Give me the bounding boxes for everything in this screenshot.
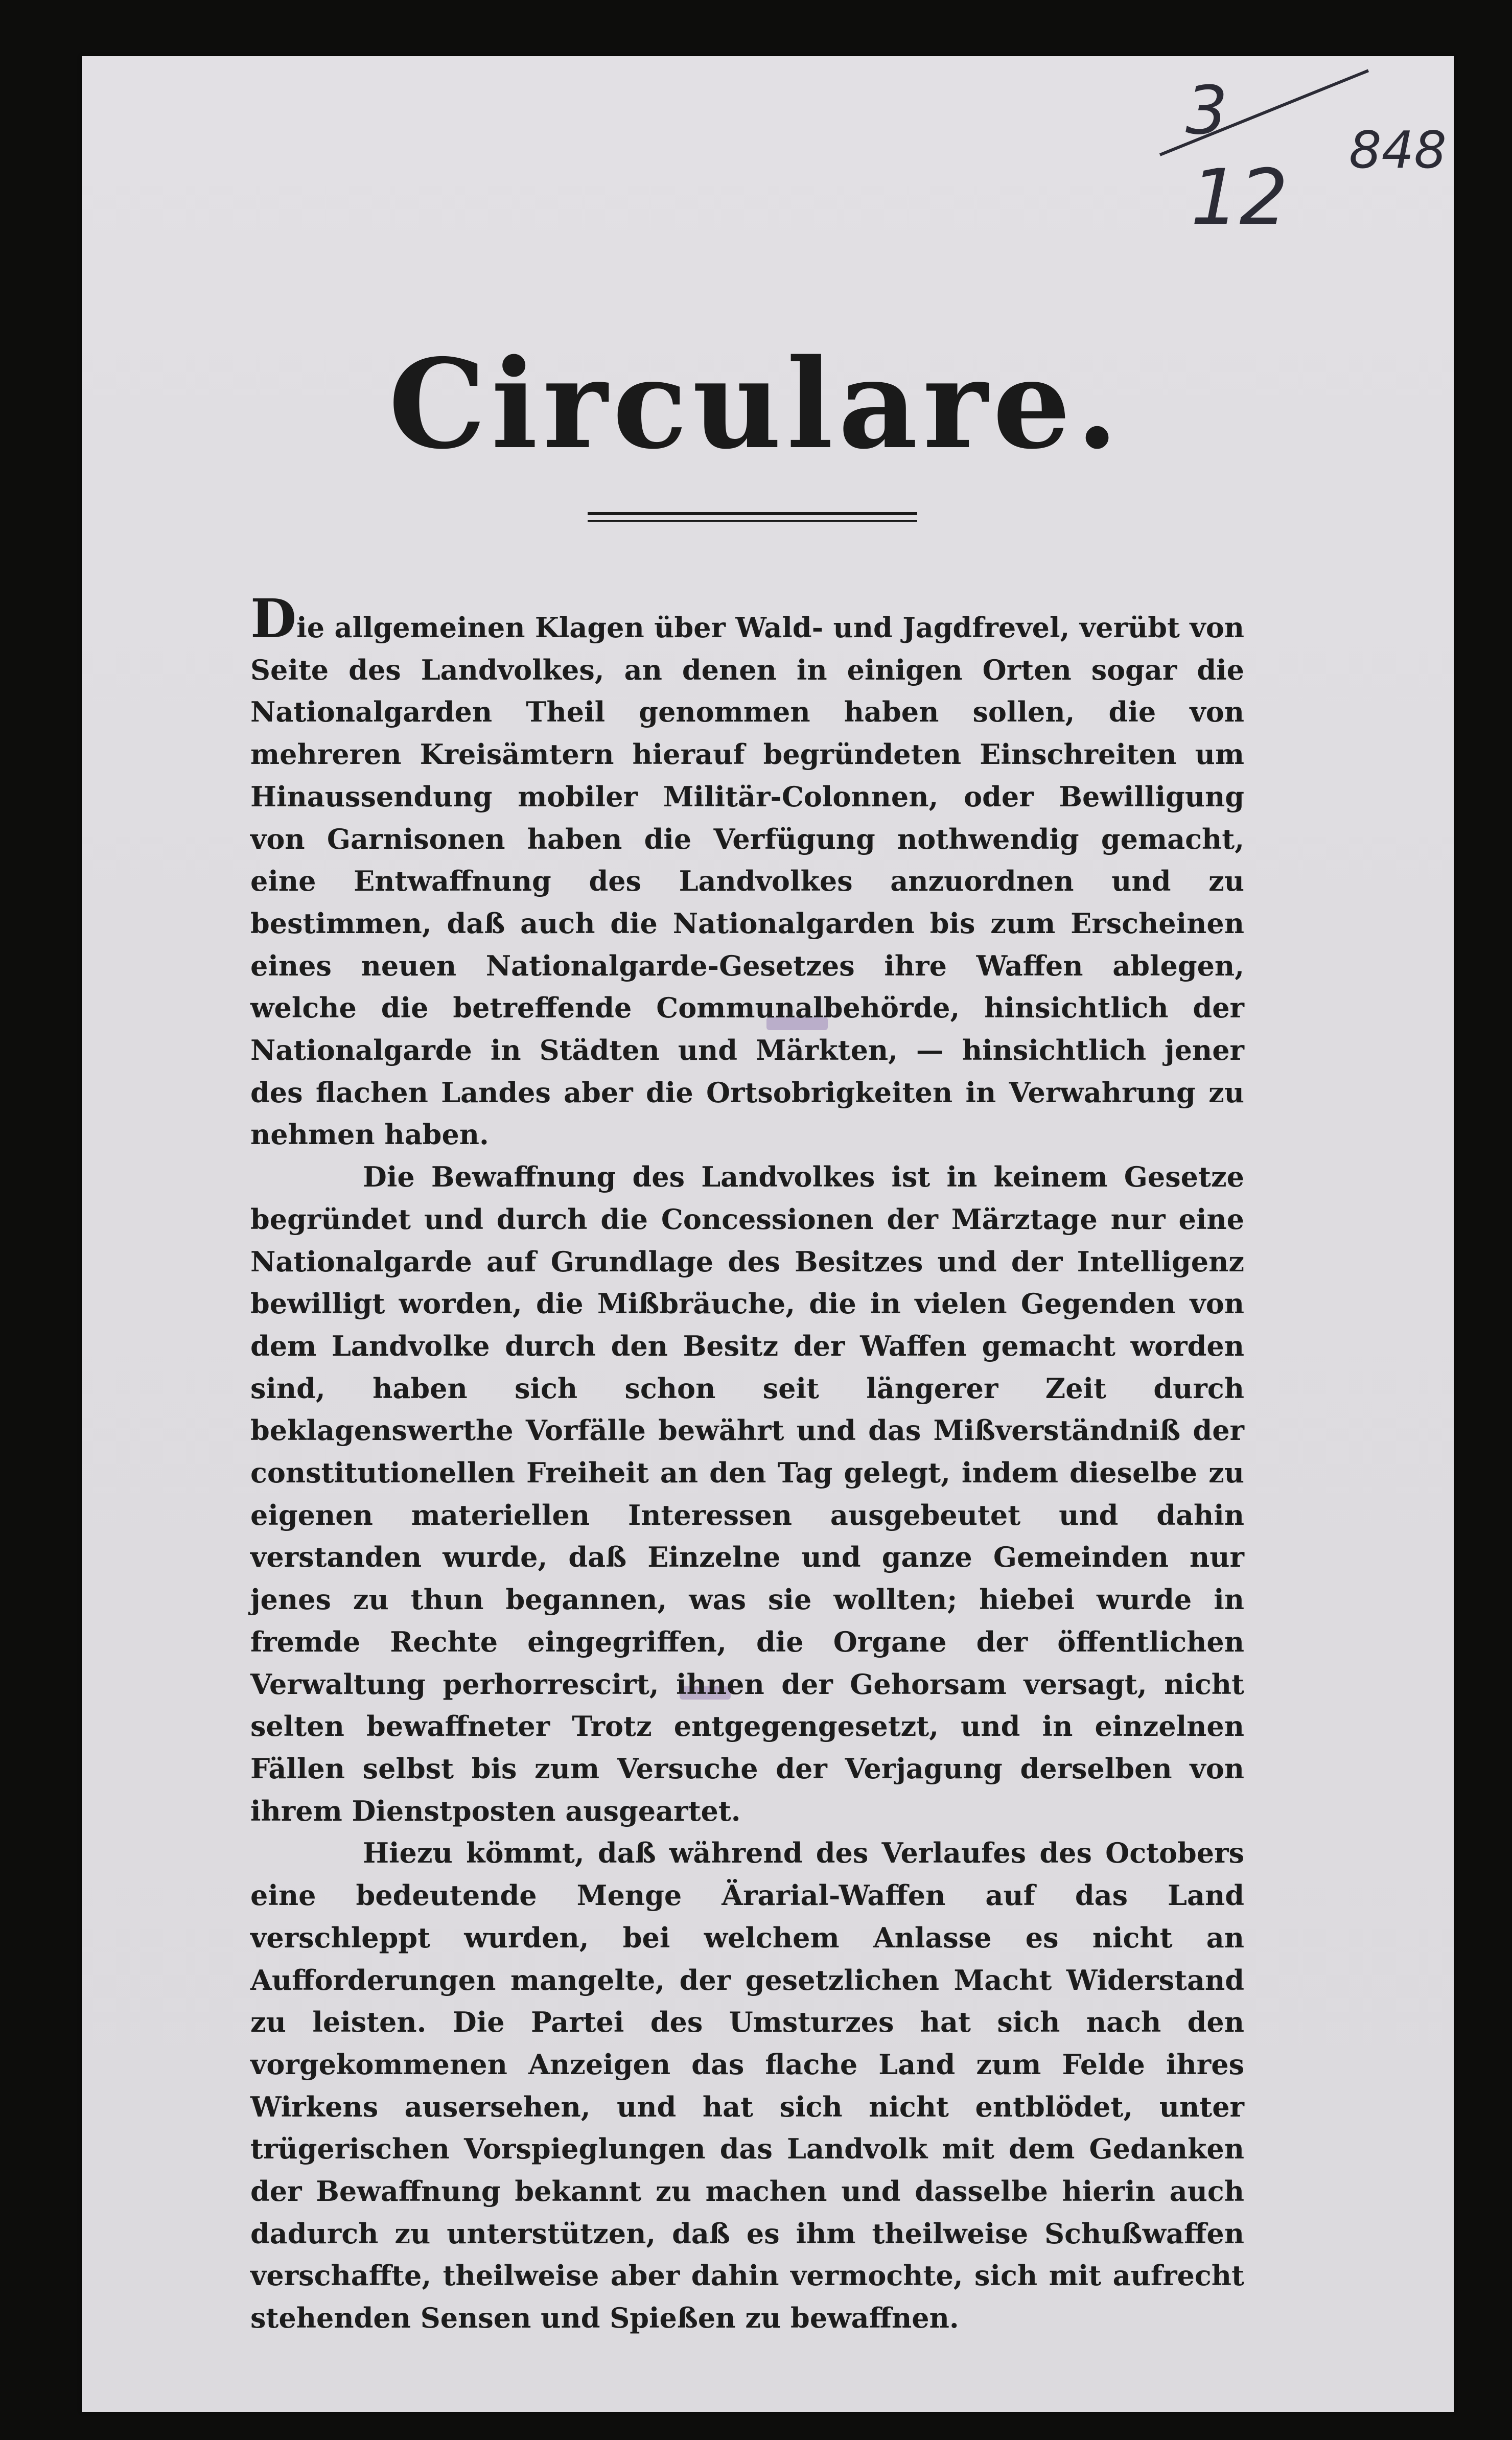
paragraph-3: Hiezu kömmt, daß während des Verlaufes des Octobers eine bedeutende Menge Ärarial-Waffen auf das Land verschleppt wurden, bei welchem Anlasse es nicht an Aufforderungen mangelte, der gesetzlichen Macht Widerstand zu leisten. Die Partei des Umsturzes hat sich nach den vorgekommenen Anzeigen das flache Land zum Felde ihres Wirkens ausersehen, und hat sich nicht entblödet, unter trügerischen Vorspieglungen das Landvolk mit dem Gedanken der Bewaffnung bekannt zu machen und dasselbe hierin auch dadurch zu unterstützen, daß es ihm theilweise Schußwaffen verschaffte, theilweise aber dahin vermochte, sich mit aufrecht stehenden Sensen und Spießen zu bewaffnen. <box>250 1837 1244 2335</box>
circular-body <box>250 587 1244 2339</box>
document-title: Circulare. <box>388 332 1124 476</box>
drop-cap: D <box>250 587 297 650</box>
handwritten-archive-number: 848 <box>1349 120 1447 180</box>
paragraph-2: Die Bewaffnung des Landvolkes ist in keinem Gesetze begründet und durch die Concessionen der Märztage nur eine Nationalgarde auf Grundlage des Besitzes und der Intelligenz bewilligt worden, die Mißbräuche, die in vielen Gegenden von dem Landvolke durch den Besitz der Waffen gemacht worden sind, haben sich schon seit längerer Zeit durch beklagenswerthe Vorfälle bewährt und das Mißverständniß der constitutionellen Freiheit an den Tag gelegt, indem dieselbe zu eigenen materiellen Interessen ausgebeutet und dahin verstanden wurde, daß Einzelne und ganze Gemeinden nur jenes zu thun begannen, was sie wollten; hiebei wurde in fremde Rechte eingegriffen, die Organe der öffentlichen Verwaltung perhorrescirt, ihnen der Gehorsam versagt, nicht selten bewaffneter Trotz entgegengesetzt, und in einzelnen Fällen selbst bis zum Versuche der Verjagung derselben von ihrem Dienstposten ausgeartet. <box>250 1160 1244 1827</box>
paragraph-1-text: ie allgemeinen Klagen über Wald- und Jagdfrevel, verübt von Seite des Landvolkes, an denen in einigen Orten sogar die Nationalgarden Theil genommen haben sollen, die von mehreren Kreisämtern hierauf begründeten Einschreiten um Hinaussendung mobiler Militär-Colonnen, oder Bewilligung von Garnisonen haben die Verfügung nothwendig gemacht, eine Entwaffnung des Landvolkes anzuordnen und zu bestimmen, daß auch die Nationalgarden bis zum Erscheinen eines neuen Nationalgarde-Gesetzes ihre Waffen ablegen, welche die betreffende Communalbehörde, hinsichtlich der Nationalgarde in Städten und Märkten, — hinsichtlich jener des flachen Landes aber die Ortsobrigkeiten in Verwahrung zu nehmen haben. <box>250 611 1244 1151</box>
paragraph-1 <box>250 587 1244 1156</box>
handwritten-fraction-top: 3 <box>1185 72 1228 149</box>
handwritten-fraction-bottom: 12 <box>1191 153 1288 242</box>
title-underline <box>588 512 917 515</box>
title-underline-thin <box>588 520 917 522</box>
